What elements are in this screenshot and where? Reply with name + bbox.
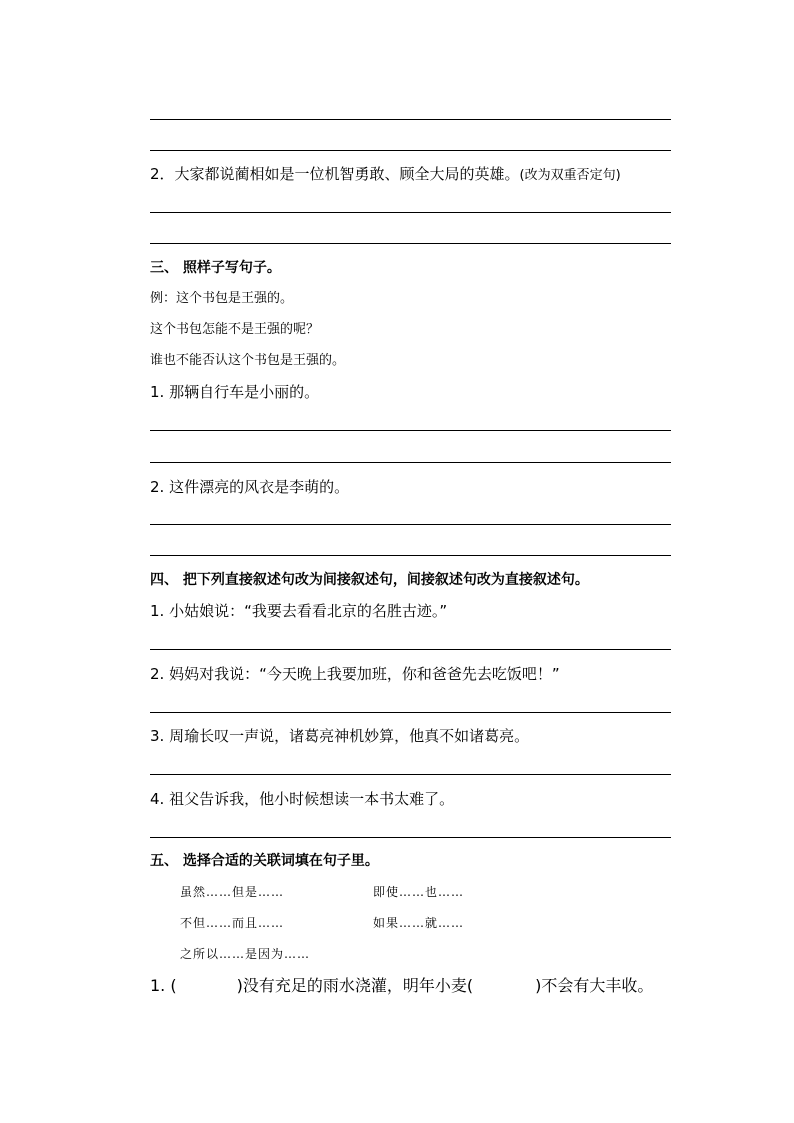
question-item: 1. 小姑娘说：“我要去看看北京的名胜古迹。” (150, 602, 448, 620)
fill-blank-prefix: 1. ( (150, 976, 177, 995)
example-line: 例：这个书包是王强的。 (150, 291, 294, 306)
conjunction-option: 虽然……但是…… (180, 885, 285, 899)
conjunction-option: 之所以……是因为…… (180, 947, 311, 961)
answer-line (150, 212, 671, 213)
question-item: 2. 妈妈对我说：“今天晚上我要加班，你和爸爸先去吃饭吧！” (150, 665, 560, 683)
answer-line (150, 774, 671, 775)
question-item (150, 164, 621, 186)
section-heading: 三、 照样子写句子。 (150, 260, 281, 276)
answer-line (150, 150, 671, 151)
fill-blank-suffix: )不会有大丰收。 (535, 976, 654, 995)
question-hint: (改为双重否定句) (519, 168, 621, 183)
answer-line (150, 462, 671, 463)
answer-line (150, 524, 671, 525)
answer-line (150, 712, 671, 713)
example-line: 这个书包怎能不是王强的呢？ (150, 322, 320, 337)
answer-line (150, 837, 671, 838)
question-item: 1. 那辆自行车是小丽的。 (150, 383, 320, 401)
answer-line (150, 649, 671, 650)
example-line: 谁也不能否认这个书包是王强的。 (150, 353, 346, 368)
question-item: 3. 周瑜长叹一声说，诸葛亮神机妙算，他真不如诸葛亮。 (150, 727, 530, 745)
section-heading: 四、 把下列直接叙述句改为间接叙述句，间接叙述句改为直接叙述句。 (150, 572, 589, 588)
conjunction-option: 不但……而且…… (180, 916, 285, 930)
question-item: 4. 祖父告诉我，他小时候想读一本书太难了。 (150, 790, 455, 808)
question-item: 2. 这件漂亮的风衣是李萌的。 (150, 478, 350, 496)
answer-line (150, 430, 671, 431)
fill-blank-middle: )没有充足的雨水浇灌，明年小麦( (236, 976, 474, 995)
answer-line (150, 119, 671, 120)
conjunction-option: 如果……就…… (373, 916, 465, 930)
answer-line (150, 555, 671, 556)
fill-blank-item (150, 976, 653, 996)
section-heading: 五、 选择合适的关联词填在句子里。 (150, 853, 379, 869)
question-text: 2．大家都说蔺相如是一位机智勇敢、顾全大局的英雄。 (150, 165, 520, 183)
conjunction-option: 即使……也…… (373, 885, 465, 899)
answer-line (150, 243, 671, 244)
